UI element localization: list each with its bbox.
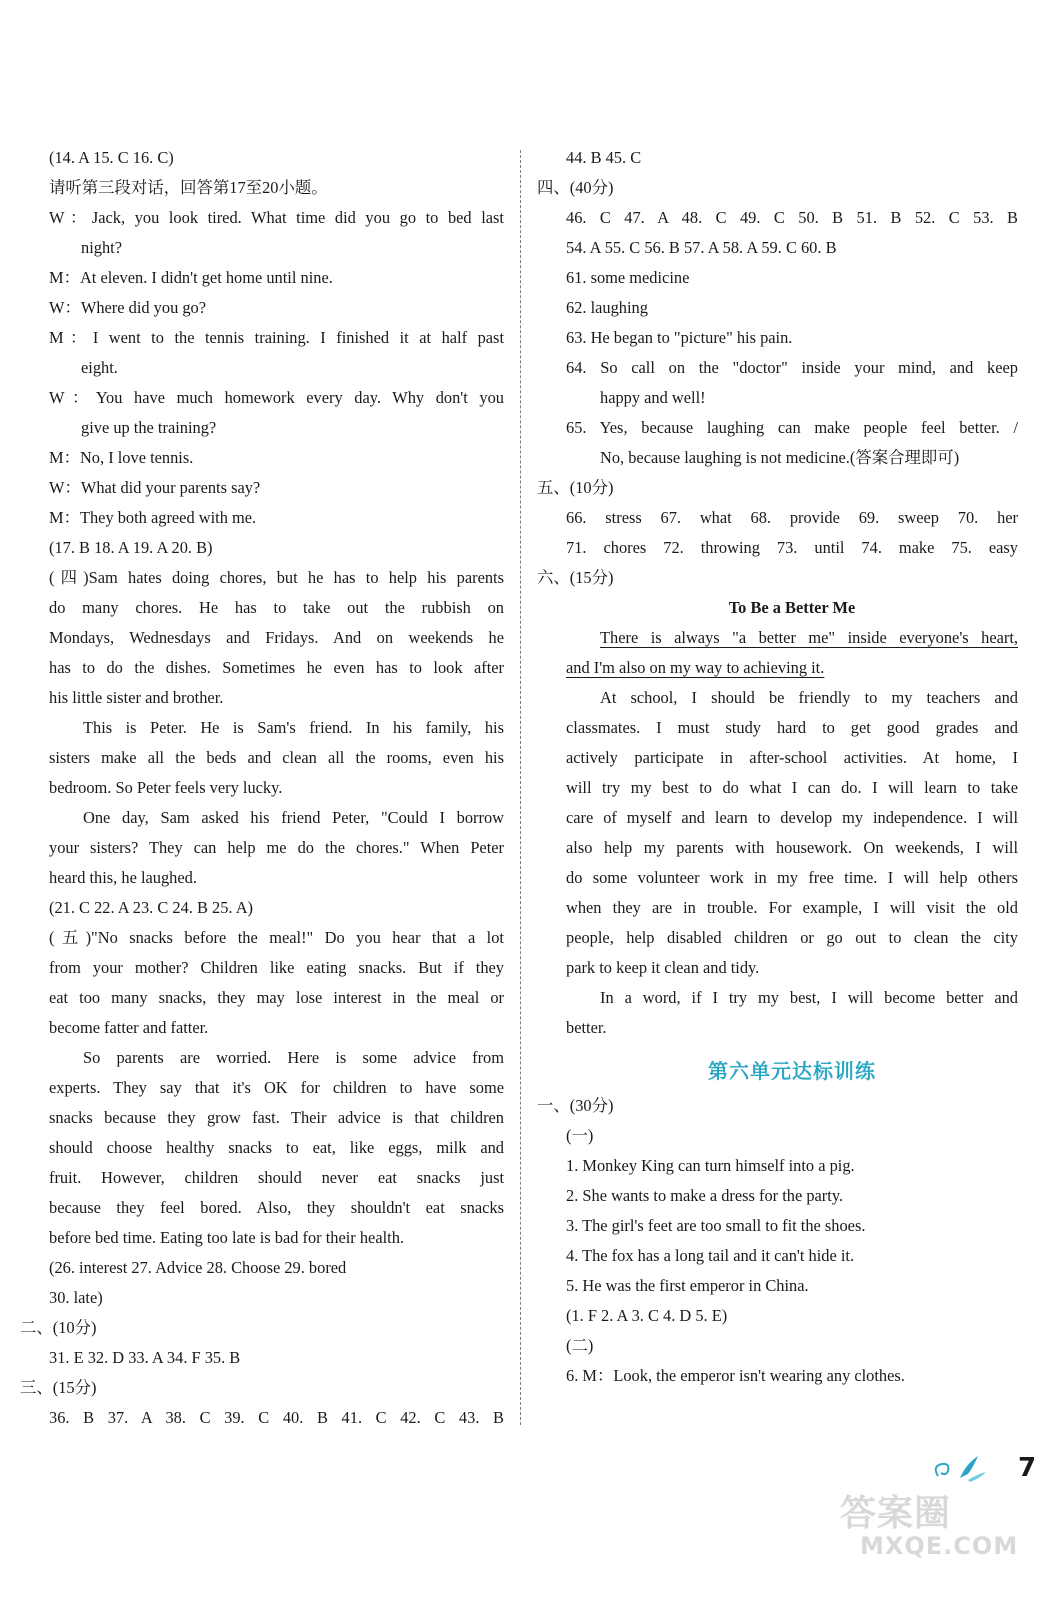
answer-line: 71. chores 72. throwing 73. until 74. make 75. easy bbox=[566, 538, 1018, 557]
answer-line: 64. So call on the "doctor" inside your mind, and keep bbox=[566, 358, 1018, 377]
passage-line: bedroom. So Peter feels very lucky. bbox=[49, 778, 283, 797]
answer-line: No, because laughing is not medicine.(答案合理即可) bbox=[600, 448, 960, 467]
unit-heading: 第六单元达标训练 bbox=[708, 1059, 876, 1083]
essay-line: At school, I should be friendly to my teachers and bbox=[600, 688, 1018, 707]
answer-line: (17. B 18. A 19. A 20. B) bbox=[49, 538, 213, 557]
page-number: 7 bbox=[1018, 1453, 1037, 1483]
answer-line: (21. C 22. A 23. C 24. B 25. A) bbox=[49, 898, 253, 917]
essay-line: when they are in trouble. For example, I will visit the old bbox=[566, 898, 1018, 917]
passage-line: (五)"No snacks before the meal!" Do you hear that a lot bbox=[49, 928, 504, 947]
essay-line: care of myself and learn to develop my independence. I will bbox=[566, 808, 1018, 827]
instruction-line: 请听第三段对话，回答第17至20小题。 bbox=[49, 178, 328, 197]
answer-line: 54. A 55. C 56. B 57. A 58. A 59. C 60. B bbox=[566, 238, 837, 257]
section-heading: 四、(40分) bbox=[537, 178, 614, 197]
passage-line: heard this, he laughed. bbox=[49, 868, 197, 887]
subsection-heading: (二) bbox=[566, 1336, 594, 1355]
dialogue-line: M：They both agreed with me. bbox=[49, 508, 257, 527]
essay-line: do some volunteer work in my free time. I will help others bbox=[566, 868, 1018, 887]
passage-line: sisters make all the beds and clean all the rooms, even his bbox=[49, 748, 504, 767]
right-column bbox=[537, 143, 1018, 1391]
essay-title: To Be a Better Me bbox=[728, 598, 856, 617]
essay-line: park to keep it clean and tidy. bbox=[566, 958, 760, 977]
passage-line: Mondays, Wednesdays and Fridays. And on weekends he bbox=[49, 628, 504, 647]
dialogue-line: give up the training? bbox=[81, 418, 217, 437]
passage-line: his little sister and brother. bbox=[49, 688, 224, 707]
dialogue-line: W：Jack, you look tired. What time did you go to bed last bbox=[49, 208, 504, 227]
passage-line: become fatter and fatter. bbox=[49, 1018, 209, 1037]
dialogue-line: M：At eleven. I didn't get home until nine. bbox=[49, 268, 333, 287]
underlined-topic-sentence: and I'm also on my way to achieving it. bbox=[566, 658, 825, 677]
dialogue-line: night? bbox=[81, 238, 122, 257]
passage-line: should choose healthy snacks to eat, like eggs, milk and bbox=[49, 1138, 504, 1157]
dialogue-line: eight. bbox=[81, 358, 118, 377]
essay-line: will try my best to do what I can do. I will learn to take bbox=[566, 778, 1018, 797]
answer-line: 61. some medicine bbox=[566, 268, 690, 287]
section-heading: 五、(10分) bbox=[537, 478, 614, 497]
essay-line: people, help disabled children or go out to clean the city bbox=[566, 928, 1018, 947]
dialogue-line: W：Where did you go? bbox=[49, 298, 207, 317]
passage-line: do many chores. He has to take out the rubbish on bbox=[49, 598, 504, 617]
watermark-url: MXQE.COM bbox=[860, 1532, 1019, 1560]
answer-line: 63. He began to "picture" his pain. bbox=[566, 328, 793, 347]
answer-line: (26. interest 27. Advice 28. Choose 29. bored bbox=[49, 1258, 347, 1277]
passage-line: experts. They say that it's OK for children to have some bbox=[49, 1078, 504, 1097]
swirl-decoration-icon bbox=[930, 1452, 990, 1486]
watermark bbox=[840, 1495, 1018, 1559]
essay-line: In a word, if I try my best, I will become better and bbox=[600, 988, 1018, 1007]
passage-line: So parents are worried. Here is some advice from bbox=[83, 1048, 504, 1067]
essay-line: classmates. I must study hard to get good grades and bbox=[566, 718, 1018, 737]
dialogue-line: M：I went to the tennis training. I finished it at half past bbox=[49, 328, 504, 347]
answer-line: 4. The fox has a long tail and it can't hide it. bbox=[566, 1246, 855, 1265]
section-heading: 六、(15分) bbox=[537, 568, 614, 587]
underlined-topic-sentence: There is always "a better me" inside everyone's heart, bbox=[600, 628, 1018, 647]
column-divider bbox=[520, 150, 521, 1425]
passage-line: eat too many snacks, they may lose interest in the meal or bbox=[49, 988, 504, 1007]
answer-line: (14. A 15. C 16. C) bbox=[49, 148, 174, 167]
answer-line: 46. C 47. A 48. C 49. C 50. B 51. B 52. C 53. B bbox=[566, 208, 1018, 227]
answer-line: happy and well! bbox=[600, 388, 706, 407]
passage-line: This is Peter. He is Sam's friend. In his family, his bbox=[83, 718, 504, 737]
passage-line: snacks because they grow fast. Their advice is that children bbox=[49, 1108, 504, 1127]
section-heading: 二、(10分) bbox=[20, 1318, 97, 1337]
answer-line: 6. M：Look, the emperor isn't wearing any clothes. bbox=[566, 1366, 905, 1385]
essay-line: better. bbox=[566, 1018, 607, 1037]
passage-line: (四)Sam hates doing chores, but he has to help his parents bbox=[49, 568, 504, 587]
left-column bbox=[20, 143, 504, 1433]
passage-line: because they feel bored. Also, they shouldn't eat snacks bbox=[49, 1198, 504, 1217]
answer-line: 44. B 45. C bbox=[566, 148, 642, 167]
answer-line: 5. He was the first emperor in China. bbox=[566, 1276, 809, 1295]
essay-topic-line bbox=[566, 653, 1018, 683]
passage-line: before bed time. Eating too late is bad for their health. bbox=[49, 1228, 405, 1247]
dialogue-line: W：What did your parents say? bbox=[49, 478, 261, 497]
answer-line: 62. laughing bbox=[566, 298, 648, 317]
section-heading: 三、(15分) bbox=[20, 1378, 97, 1397]
answer-line: 1. Monkey King can turn himself into a pig. bbox=[566, 1156, 855, 1175]
answer-line: 31. E 32. D 33. A 34. F 35. B bbox=[49, 1348, 241, 1367]
answer-line: 2. She wants to make a dress for the party. bbox=[566, 1186, 844, 1205]
essay-topic-line bbox=[566, 623, 1018, 653]
dialogue-line: W：You have much homework every day. Why don't you bbox=[49, 388, 504, 407]
passage-line: from your mother? Children like eating snacks. But if they bbox=[49, 958, 504, 977]
section-heading: 一、(30分) bbox=[537, 1096, 614, 1115]
answer-line: 3. The girl's feet are too small to fit the shoes. bbox=[566, 1216, 866, 1235]
passage-line: has to do the dishes. Sometimes he even has to look after bbox=[49, 658, 504, 677]
passage-line: One day, Sam asked his friend Peter, "Could I borrow bbox=[83, 808, 504, 827]
answer-line: (1. F 2. A 3. C 4. D 5. E) bbox=[566, 1306, 728, 1325]
passage-line: fruit. However, children should never eat snacks just bbox=[49, 1168, 504, 1187]
answer-line: 65. Yes, because laughing can make people feel better. / bbox=[566, 418, 1018, 437]
answer-line: 30. late) bbox=[49, 1288, 103, 1307]
passage-line: your sisters? They can help me do the chores." When Peter bbox=[49, 838, 504, 857]
watermark-logo-text: 答案圈 bbox=[840, 1493, 952, 1534]
answer-line: 36. B 37. A 38. C 39. C 40. B 41. C 42. C 43. B bbox=[49, 1408, 504, 1427]
answer-line: 66. stress 67. what 68. provide 69. sweep 70. her bbox=[566, 508, 1018, 527]
essay-line: also help my parents with housework. On weekends, I will bbox=[566, 838, 1018, 857]
essay-line: actively participate in after-school activities. At home, I bbox=[566, 748, 1018, 767]
dialogue-line: M：No, I love tennis. bbox=[49, 448, 194, 467]
subsection-heading: (一) bbox=[566, 1126, 594, 1145]
